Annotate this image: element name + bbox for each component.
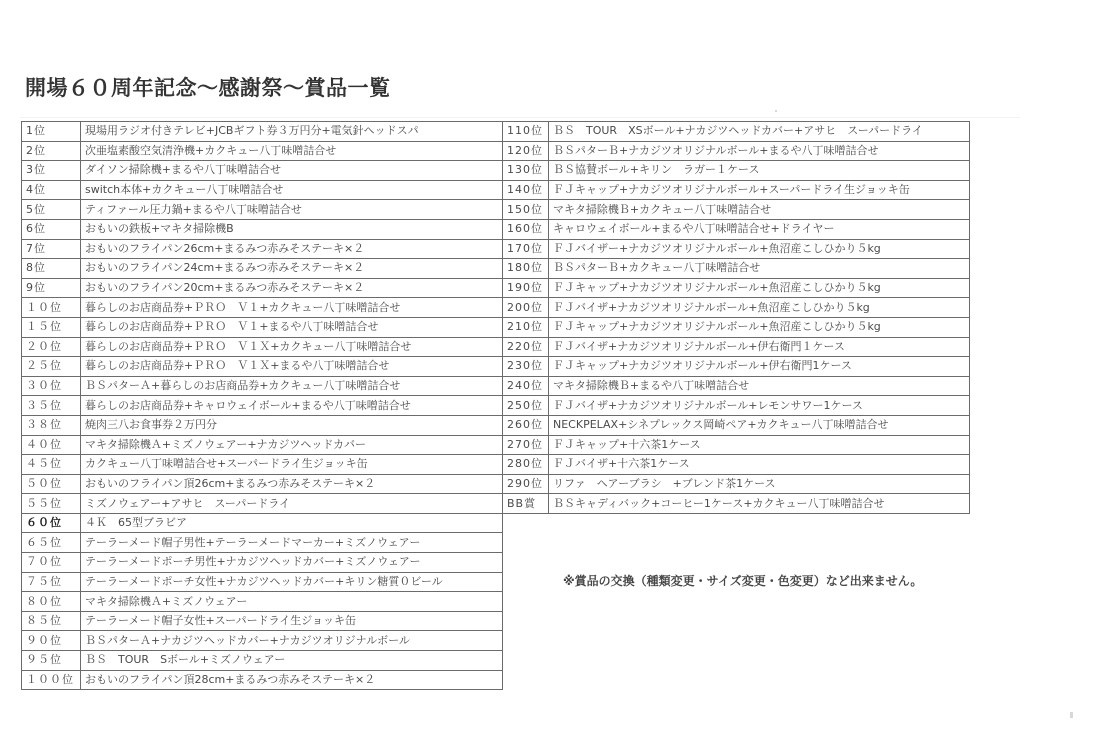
prize-cell: 焼肉三八お食事券２万円分 (81, 415, 503, 435)
prize-cell: おもいのフライパン頂28cm+まるみつ赤みそステーキ×２ (81, 670, 503, 690)
table-row (22, 278, 503, 298)
rank-cell: ６０位 (22, 513, 81, 533)
table-row (22, 317, 503, 337)
prize-cell: switch本体+カクキュー八丁味噌詰合せ (81, 180, 503, 200)
table-row (503, 494, 970, 514)
rank-cell: ９０位 (22, 631, 81, 651)
table-row (503, 180, 970, 200)
table-row (503, 259, 970, 279)
prize-cell: ＢＳ TOUR XSボール+ナカジツヘッドカバー+アサヒ スーパードライ (549, 122, 970, 142)
rank-cell: 210位 (503, 317, 549, 337)
table-row (503, 337, 970, 357)
prize-cell: 暮らしのお店商品券+ＰＲＯ Ｖ１+カクキュー八丁味噌詰合せ (81, 298, 503, 318)
prize-cell: ミズノウェアー+アサヒ スーパードライ (81, 494, 503, 514)
table-row (503, 396, 970, 416)
prize-cell: リファ ヘアーブラシ +ブレンド茶1ケース (549, 474, 970, 494)
rank-cell: 3位 (22, 161, 81, 181)
table-row (22, 219, 503, 239)
prize-cell: ＦＪキャップ+ナカジツオリジナルボール+伊右衛門1ケース (549, 357, 970, 377)
prize-cell: ＢＳキャディバック+コーヒー1ケース+カクキュー八丁味噌詰合せ (549, 494, 970, 514)
prize-cell: ＢＳパターＡ+暮らしのお店商品券+カクキュー八丁味噌詰合せ (81, 376, 503, 396)
rank-cell: 4位 (22, 180, 81, 200)
prize-cell: 暮らしのお店商品券+キャロウェイボール+まるや八丁味噌詰合せ (81, 396, 503, 416)
rank-cell: 7位 (22, 239, 81, 259)
table-row (22, 357, 503, 377)
rank-cell: 290位 (503, 474, 549, 494)
prize-cell: テーラーメード帽子女性+スーパードライ生ジョッキ缶 (81, 611, 503, 631)
prize-cell: マキタ掃除機Ａ+ミズノウェアー+ナカジツヘッドカバー (81, 435, 503, 455)
rank-cell: ２０位 (22, 337, 81, 357)
rank-cell: 1位 (22, 122, 81, 142)
prize-cell: 次亜塩素酸空気清浄機+カクキュー八丁味噌詰合せ (81, 141, 503, 161)
table-row (503, 357, 970, 377)
rank-cell: 8位 (22, 259, 81, 279)
prize-cell: おもいの鉄板+マキタ掃除機B (81, 219, 503, 239)
prize-cell: ＦＪキャップ+十六茶1ケース (549, 435, 970, 455)
table-row (22, 122, 503, 142)
prize-cell: ＢＳ協賛ボール+キリン ラガー１ケース (549, 161, 970, 181)
table-row (22, 376, 503, 396)
prize-cell: 現場用ラジオ付きテレビ+JCBギフト券３万円分+電気針ヘッドスパ (81, 122, 503, 142)
table-row (503, 200, 970, 220)
rank-cell: 150位 (503, 200, 549, 220)
rank-cell: 6位 (22, 219, 81, 239)
table-row (22, 239, 503, 259)
table-row (503, 141, 970, 161)
prize-cell: ＦＪキャップ+ナカジツオリジナルボール+魚沼産こしひかり５kg (549, 278, 970, 298)
rank-cell: ６５位 (22, 533, 81, 553)
table-row (22, 631, 503, 651)
table-row (22, 337, 503, 357)
prize-cell: おもいのフライパン20cm+まるみつ赤みそステーキ×２ (81, 278, 503, 298)
table-row (503, 317, 970, 337)
table-row (22, 415, 503, 435)
table-row (22, 435, 503, 455)
prize-cell: ＦＪバイザ+ナカジツオリジナルボール+伊右衛門１ケース (549, 337, 970, 357)
prize-cell: おもいのフライパン24cm+まるみつ赤みそステーキ×２ (81, 259, 503, 279)
rank-cell: ７５位 (22, 572, 81, 592)
rank-cell: 2位 (22, 141, 81, 161)
rank-cell: １００位 (22, 670, 81, 690)
rank-cell: ８５位 (22, 611, 81, 631)
prize-cell: ＦＪキャップ+ナカジツオリジナルボール+スーパードライ生ジョッキ缶 (549, 180, 970, 200)
table-row (22, 592, 503, 612)
prize-cell: 暮らしのお店商品券+ＰＲＯ Ｖ１Ｘ+まるや八丁味噌詰合せ (81, 357, 503, 377)
prize-cell: テーラーメードポーチ男性+ナカジツヘッドカバー+ミズノウェアー (81, 553, 503, 573)
prize-cell: マキタ掃除機Ａ+ミズノウェアー (81, 592, 503, 612)
table-row (22, 513, 503, 533)
rank-cell: 200位 (503, 298, 549, 318)
prize-cell: 暮らしのお店商品券+ＰＲＯ Ｖ１Ｘ+カクキュー八丁味噌詰合せ (81, 337, 503, 357)
table-row (22, 670, 503, 690)
table-row (22, 651, 503, 671)
prize-table-left (21, 121, 503, 690)
table-row (503, 219, 970, 239)
prize-cell: NECKPELAX+シネプレックス岡崎ペア+カクキュー八丁味噌詰合せ (549, 415, 970, 435)
rank-cell: ４０位 (22, 435, 81, 455)
prize-cell: ＦＪキャップ+ナカジツオリジナルボール+魚沼産こしひかり５kg (549, 317, 970, 337)
table-row (22, 298, 503, 318)
prize-cell: テーラーメードポーチ女性+ナカジツヘッドカバー+キリン糖質０ビール (81, 572, 503, 592)
rank-cell: 220位 (503, 337, 549, 357)
prize-cell: ＢＳパターＡ+ナカジツヘッドカバー+ナカジツオリジナルボール (81, 631, 503, 651)
prize-cell: ＢＳ TOUR Sボール+ミズノウェアー (81, 651, 503, 671)
table-row (503, 122, 970, 142)
table-row (22, 494, 503, 514)
table-row (503, 278, 970, 298)
rank-cell: ８０位 (22, 592, 81, 612)
rank-cell: ２５位 (22, 357, 81, 377)
table-row (22, 161, 503, 181)
prize-table-right (502, 121, 970, 514)
table-row (22, 553, 503, 573)
rank-cell: ３０位 (22, 376, 81, 396)
prize-cell: ＢＳパターＢ+ナカジツオリジナルボール+まるや八丁味噌詰合せ (549, 141, 970, 161)
rank-cell: 120位 (503, 141, 549, 161)
table-row (503, 298, 970, 318)
rank-cell: 280位 (503, 455, 549, 475)
table-row (503, 415, 970, 435)
rank-cell: ４５位 (22, 455, 81, 475)
prize-cell: テーラーメード帽子男性+テーラーメードマーカー+ミズノウェアー (81, 533, 503, 553)
rank-cell: 140位 (503, 180, 549, 200)
rank-cell: 180位 (503, 259, 549, 279)
table-row (503, 435, 970, 455)
prize-cell: ＦＪバイザー+ナカジツオリジナルボール+魚沼産こしひかり５kg (549, 239, 970, 259)
rank-cell: ７０位 (22, 553, 81, 573)
table-row (22, 611, 503, 631)
rank-cell: 250位 (503, 396, 549, 416)
rank-cell: ３５位 (22, 396, 81, 416)
table-row (22, 455, 503, 475)
table-row (503, 474, 970, 494)
rank-cell: 9位 (22, 278, 81, 298)
rank-cell: 130位 (503, 161, 549, 181)
rank-cell: １０位 (22, 298, 81, 318)
scan-speck (775, 110, 777, 112)
rank-cell: ５５位 (22, 494, 81, 514)
prize-cell: ＦＪバイザ+ナカジツオリジナルボール+レモンサワー1ケース (549, 396, 970, 416)
prize-cell: ダイソン掃除機+まるや八丁味噌詰合せ (81, 161, 503, 181)
table-row (503, 376, 970, 396)
prize-cell: 暮らしのお店商品券+ＰＲＯ Ｖ１+まるや八丁味噌詰合せ (81, 317, 503, 337)
rank-cell: 110位 (503, 122, 549, 142)
rank-cell: ３８位 (22, 415, 81, 435)
prize-cell: ＢＳパターＢ+カクキュー八丁味噌詰合せ (549, 259, 970, 279)
table-row (22, 474, 503, 494)
table-row (22, 533, 503, 553)
table-row (22, 141, 503, 161)
prize-cell: キャロウェイボール+まるや八丁味噌詰合せ+ドライヤー (549, 219, 970, 239)
table-row (22, 259, 503, 279)
rank-cell: 230位 (503, 357, 549, 377)
rank-cell: １５位 (22, 317, 81, 337)
rank-cell: ５０位 (22, 474, 81, 494)
rank-cell: ９５位 (22, 651, 81, 671)
table-row (22, 572, 503, 592)
prize-cell: ＦＪバイザ+ナカジツオリジナルボール+魚沼産こしひかり５kg (549, 298, 970, 318)
rank-cell: 260位 (503, 415, 549, 435)
page-title: 開場６０周年記念～感謝祭～賞品一覧 (25, 76, 391, 100)
rank-cell: 240位 (503, 376, 549, 396)
prize-cell: マキタ掃除機Ｂ+カクキュー八丁味噌詰合せ (549, 200, 970, 220)
rank-cell: 270位 (503, 435, 549, 455)
rank-cell: 5位 (22, 200, 81, 220)
exchange-notice: ※賞品の交換（種類変更・サイズ変更・色変更）など出来ません。 (563, 574, 923, 588)
table-row (503, 161, 970, 181)
scan-speck (1070, 712, 1073, 718)
rank-cell: 170位 (503, 239, 549, 259)
prize-cell: ＦＪバイザ+十六茶1ケース (549, 455, 970, 475)
table-row (22, 200, 503, 220)
prize-cell: おもいのフライパン26cm+まるみつ赤みそステーキ×２ (81, 239, 503, 259)
rank-cell: 160位 (503, 219, 549, 239)
prize-cell: ４Ｋ 65型ブラビア (81, 513, 503, 533)
prize-cell: ティファール圧力鍋+まるや八丁味噌詰合せ (81, 200, 503, 220)
table-row (503, 239, 970, 259)
prize-cell: マキタ掃除機Ｂ+まるや八丁味噌詰合せ (549, 376, 970, 396)
rank-cell: BB賞 (503, 494, 549, 514)
table-row (22, 396, 503, 416)
table-row (503, 455, 970, 475)
prize-cell: おもいのフライパン頂26cm+まるみつ赤みそステーキ×２ (81, 474, 503, 494)
prize-cell: カクキュー八丁味噌詰合せ+スーパードライ生ジョッキ缶 (81, 455, 503, 475)
title-divider (20, 117, 1020, 118)
rank-cell: 190位 (503, 278, 549, 298)
table-row (22, 180, 503, 200)
